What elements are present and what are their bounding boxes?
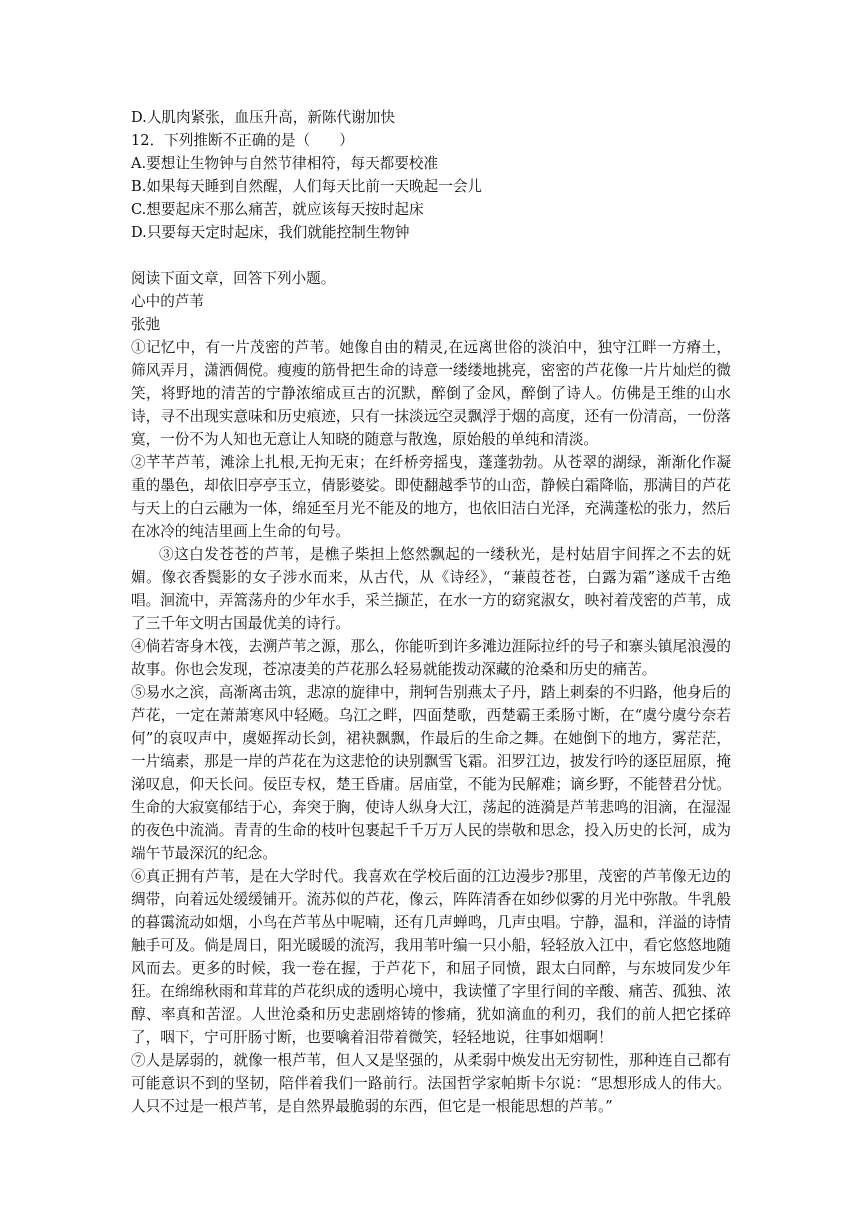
question-12-option-c: C.想要起床不那么痛苦，就应该每天按时起床 <box>131 201 424 218</box>
article-paragraph-6: ⑥真正拥有芦苇，是在大学时代。我喜欢在学校后面的江边漫步?那里，茂密的芦苇像无边的绸带，向着远处缓缓铺开。流苏似的芦花，像云，阵阵清香在如纱似雾的月光中弥散。牛乳般的暮霭流动如烟，小鸟在芦苇丛中呢喃，还有几声蝉鸣，几声虫唱。宁静，温和，洋溢的诗情触手可及。倘是周日，阳光暖暖的流泻，我用苇叶编一只小船，轻轻放入江中，看它悠悠地随风而去。更多的时候，我一卷在握，于芦花下，和屈子同愤，跟太白同醉，与东坡同发少年狂。在绵绵秋雨和茸茸的芦花织成的透明心境中，我读懂了字里行间的辛酸、痛苦、孤独、浓醇、率真和苦涩。人世沧桑和历史悲剧熔铸的惨痛，犹如滴血的利刃，我们的前人把它揉碎了，咽下，宁可肝肠寸断，也要噙着泪带着微笑，轻轻地说，往事如烟啊！ <box>131 868 731 1046</box>
question-12-option-b: B.如果每天睡到自然醒，人们每天比前一天晚起一会儿 <box>131 178 483 195</box>
section-spacer <box>131 244 731 267</box>
document-page <box>131 106 731 1118</box>
article-paragraph-1: ①记忆中，有一片茂密的芦苇。她像自由的精灵,在远离世俗的淡泊中，独守江畔一方瘠土，筛风弄月，潇洒倜傥。瘦瘦的筋骨把生命的诗意一缕缕地挑亮，密密的芦花像一片片灿烂的微笑，将野地的清苦的宁静浓缩成亘古的沉默，醉倒了金风，醉倒了诗人。仿佛是王维的山水诗，寻不出现实意味和历史痕迹，只有一抹淡远空灵飘浮于烟的高度，还有一份清高，一份落寞，一份不为人知也无意让人知晓的随意与散逸，原始般的单纯和清淡。 <box>131 339 731 448</box>
article-paragraph-5: ⑤易水之滨，高渐离击筑，悲凉的旋律中，荆轲告别燕太子丹，踏上刺秦的不归路，他身后的芦花，一定在萧萧寒风中轻飏。乌江之畔，四面楚歌，西楚霸王柔肠寸断，在“虞兮虞兮奈若何”的哀叹声中，虞姬挥动长剑，裙袂飘飘，作最后的生命之舞。在她倒下的地方，雾茫茫，一片缟素，那是一岸的芦花在为这悲怆的诀别飘雪飞霜。汨罗江边，披发行吟的逐臣屈原，掩涕叹息，仰天长问。佞臣专权，楚王昏庸。居庙堂，不能为民解难；谪乡野，不能替君分忧。生命的大寂寞郁结于心，奔突于胸，使诗人纵身大江，荡起的涟漪是芦苇悲鸣的泪滴，在湿湿的夜色中流淌。青青的生命的枝叶包裹起千千万万人民的崇敬和思念，投入历史的长河，成为端午节最深沉的纪念。 <box>131 684 731 862</box>
question-12-option-a: A.要想让生物钟与自然节律相符，每天都要校准 <box>131 155 439 172</box>
question-12-option-d: D.只要每天定时起床，我们就能控制生物钟 <box>131 224 410 241</box>
reading-instruction: 阅读下面文章，回答下列小题。 <box>131 270 336 287</box>
question-12-stem: 12．下列推断不正确的是（ ） <box>131 132 354 149</box>
article-title: 心中的芦苇 <box>131 293 204 310</box>
article-paragraph-7: ⑦人是孱弱的，就像一根芦苇，但人又是坚强的，从柔弱中焕发出无穷韧性，那种连自己都有可能意识不到的坚韧，陪伴着我们一路前行。法国哲学家帕斯卡尔说：“思想形成人的伟大。人只不过是一根芦苇，是自然界最脆弱的东西，但它是一根能思想的芦苇。” <box>131 1052 731 1115</box>
question-11-option-d: D.人肌肉紧张，血压升高，新陈代谢加快 <box>131 109 395 126</box>
article-paragraph-3: ③这白发苍苍的芦苇，是樵子柴担上悠然飘起的一缕秋光，是村姑眉宇间挥之不去的妩媚。像衣香鬓影的女子涉水而来，从古代，从《诗经》，“蒹葭苍苍，白露为霜”遂成千古绝唱。洄流中，弄篙荡舟的少年水手，采兰撷芷，在水一方的窈窕淑女，映衬着茂密的芦苇，成了三千年文明古国最优美的诗行。 <box>131 546 731 632</box>
article-paragraph-4: ④倘若寄身木筏，去溯芦苇之源，那么，你能听到许多滩边涯际拉纤的号子和寨头镇尾浪漫的故事。你也会发现，苍凉凄美的芦花那么轻易就能拨动深藏的沧桑和历史的痛苦。 <box>131 638 731 678</box>
article-author: 张弛 <box>131 316 161 333</box>
article-paragraph-2: ②芊芊芦苇，滩涂上扎根,无拘无束；在纤桥旁摇曳，蓬蓬勃勃。从苍翠的湖绿，渐渐化作凝重的墨色，却依旧亭亭玉立，倩影婆娑。即使翻越季节的山峦，静候白霜降临，那满目的芦花与天上的白云融为一体，绵延至月光不能及的地方，也依旧洁白光泽，充满蓬松的张力，然后在冰冷的纯洁里画上生命的句号。 <box>131 454 731 540</box>
